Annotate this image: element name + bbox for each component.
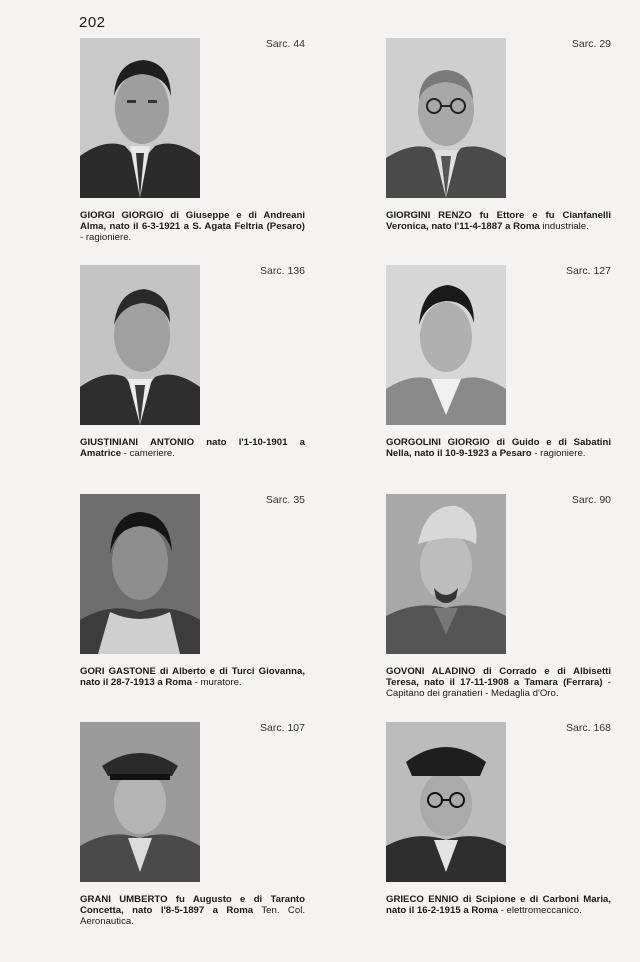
entry-grieco-ennio [386,722,611,937]
caption-bold-text: GIUSTINIANI ANTONIO nato l'1-10-1901 a Amatrice [80,437,305,459]
portrait-image [386,722,506,882]
sarcophagus-number: Sarc. 127 [566,265,611,277]
entry-caption [80,894,305,927]
sarcophagus-number: Sarc. 29 [571,38,611,50]
portrait-photo [80,265,200,425]
caption-plain-text: - muratore. [191,677,242,688]
entry-gori-gastone [80,494,305,709]
sarcophagus-number: Sarc. 35 [265,494,305,506]
portrait-photo [386,722,506,882]
entry-gorgolini-giorgio [386,265,611,475]
caption-bold-text: GORGOLINI GIORGIO di Guido e di Sabatini Nella, nato il 10-9-1923 a Pesaro [386,437,611,459]
portrait-photo [386,265,506,425]
caption-plain-text: - cameriere. [121,448,175,459]
portrait-image [386,265,506,425]
caption-bold-text: GOVONI ALADINO di Corrado e di Albisetti Teresa, nato il 17-11-1908 a Tamara (Ferrara) [386,666,611,688]
portrait-photo [80,494,200,654]
caption-plain-text: - ragioniere. [531,448,586,459]
entry-caption [386,437,611,459]
portrait-photo [80,722,200,882]
caption-plain-text: - ragioniere. [80,232,132,243]
caption-bold-text: GIORGINI RENZO fu Ettore e fu Cianfanelli Veronica, nato l'11-4-1887 a Roma [386,210,611,232]
entry-caption [386,894,611,916]
caption-plain-text: Ten. Col. Aeronautica. [80,905,305,927]
entry-caption [80,210,305,243]
entry-caption [386,666,611,699]
portrait-image [80,722,200,882]
portrait-image [80,38,200,198]
caption-bold-text: GIORGI GIORGIO di Giuseppe e di Andreani Alma, nato il 6-3-1921 a S. Agata Feltria (Pesaro) [80,210,305,232]
page-number: 202 [79,14,106,31]
portrait-photo [386,494,506,654]
sarcophagus-number: Sarc. 136 [260,265,305,277]
caption-plain-text: - Capitano dei granatieri - Medaglia d'Oro. [386,677,611,699]
sarcophagus-number: Sarc. 44 [265,38,305,50]
entry-grani-umberto [80,722,305,937]
entry-giorgini-renzo [386,38,611,248]
portrait-photo [386,38,506,198]
entry-giustiniani-antonio [80,265,305,465]
entry-caption [80,666,305,688]
portrait-image [386,38,506,198]
entry-govoni-aladino [386,494,611,724]
caption-plain-text: industriale. [539,221,589,232]
portrait-image [80,265,200,425]
portrait-photo [80,38,200,198]
caption-plain-text: - elettromeccanico. [497,905,582,916]
sarcophagus-number: Sarc. 168 [566,722,611,734]
portrait-image [386,494,506,654]
caption-bold-text: GRIECO ENNIO di Scipione e di Carboni Maria, nato il 16-2-1915 a Roma [386,894,611,916]
entry-caption [386,210,611,232]
caption-bold-text: GRANI UMBERTO fu Augusto e di Taranto Concetta, nato l'8-5-1897 a Roma [80,894,305,916]
sarcophagus-number: Sarc. 107 [260,722,305,734]
portrait-image [80,494,200,654]
sarcophagus-number: Sarc. 90 [571,494,611,506]
entry-caption [80,437,305,459]
entry-giorgi-giorgio [80,38,305,248]
caption-bold-text: GORI GASTONE di Alberto e di Turci Giovanna, nato il 28-7-1913 a Roma [80,666,305,688]
